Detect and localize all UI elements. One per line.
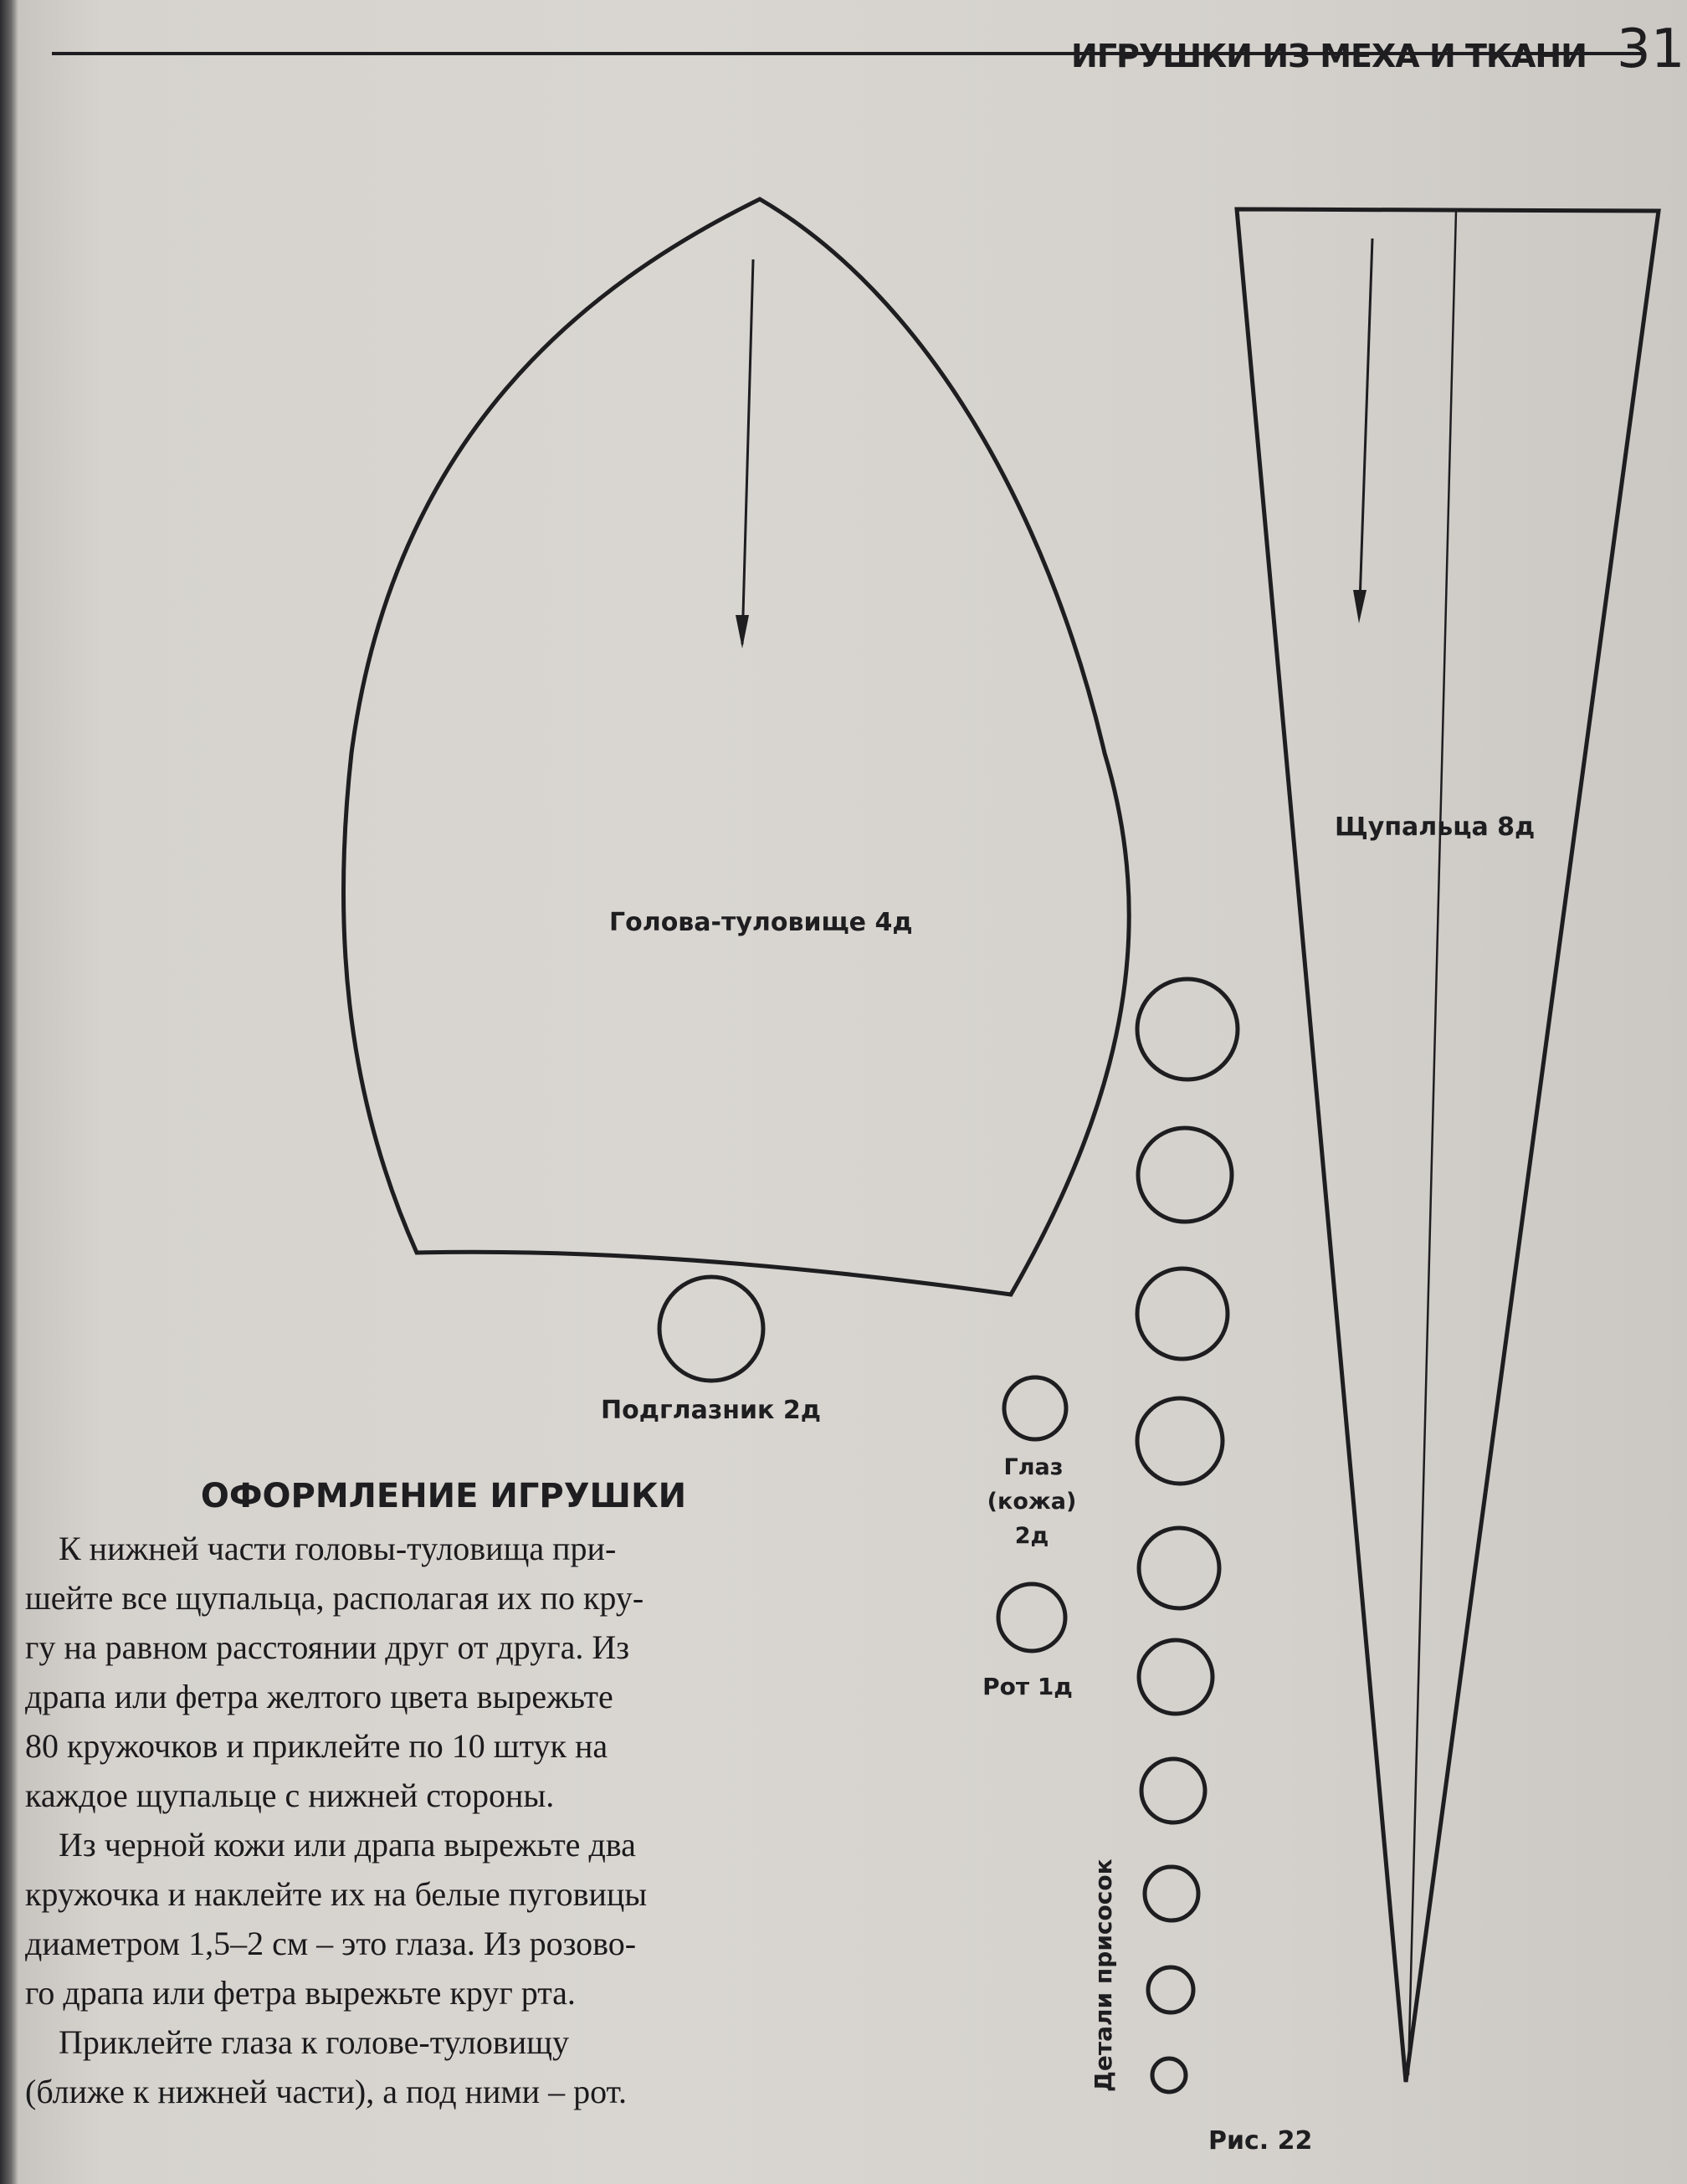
eye-label-line-3: 2д (1014, 1523, 1049, 1549)
sucker-circle (1137, 1269, 1228, 1359)
eye-circle (1004, 1377, 1066, 1439)
eye-label-line-2: (кожа) (987, 1489, 1077, 1515)
sucker-circle (1139, 1640, 1213, 1714)
paragraph-line: К нижней части головы-туловища при- (59, 1530, 617, 1567)
sucker-circle (1138, 1128, 1232, 1222)
paragraph-line: Приклейте глаза к голове-туловищу (59, 2023, 569, 2061)
sucker-circle (1152, 2058, 1186, 2092)
tentacle-piece-outline (1237, 209, 1659, 2082)
head-body-piece-outline (343, 199, 1129, 1295)
paragraph-line: кружочка и наклейте их на белые пуговицы (25, 1875, 648, 1913)
tentacle-label: Щупальца 8д (1335, 813, 1536, 842)
eye-label-line-1: Глаз (1003, 1454, 1064, 1480)
under-eye-circle (659, 1277, 763, 1381)
head-body-label: Голова-туловище 4д (609, 908, 913, 937)
sucker-circle (1141, 1759, 1205, 1823)
under-eye-label: Подглазник 2д (601, 1396, 821, 1425)
section-heading: ОФОРМЛЕНИЕ ИГРУШКИ (200, 1477, 687, 1515)
paragraph-line: шейте все щупальца, располагая их по кру- (25, 1579, 644, 1617)
paragraph-line: гу на равном расстоянии друг от друга. Из (25, 1628, 630, 1666)
tentacle-center-line (1408, 211, 1456, 2075)
sucker-pieces (1137, 979, 1238, 2092)
paragraph-line: Из черной кожи или драпа вырежьте два (59, 1826, 636, 1864)
sucker-circle (1137, 979, 1238, 1079)
suckers-label: Детали присосок (1090, 1858, 1117, 2092)
paragraph-line: драпа или фетра желтого цвета вырежьте (25, 1678, 613, 1715)
sucker-circle (1139, 1528, 1219, 1608)
running-head: ИГРУШКИ ИЗ МЕХА И ТКАНИ (1071, 38, 1587, 74)
head-body-grain-arrow (742, 259, 753, 644)
head-body-arrowhead (736, 615, 749, 649)
paragraph-line: каждое щупальце с нижней стороны. (25, 1776, 555, 1814)
mouth-label: Рот 1д (982, 1673, 1073, 1700)
paragraph-line: диаметром 1,5–2 см – это глаза. Из розово- (25, 1925, 637, 1962)
tentacle-grain-arrow (1360, 238, 1372, 602)
page-number: 31 (1617, 18, 1685, 80)
mouth-circle (998, 1584, 1065, 1651)
instructions-text (25, 1477, 812, 2116)
figure-caption: Рис. 22 (1208, 2126, 1313, 2156)
tentacle-arrowhead (1353, 590, 1367, 623)
sucker-circle (1148, 1967, 1193, 2012)
paragraph-line: го драпа или фетра вырежьте круг рта. (25, 1974, 576, 2012)
sucker-circle (1145, 1867, 1198, 1920)
paragraph-line: 80 кружочков и приклейте по 10 штук на (25, 1727, 608, 1765)
paragraph-line: (ближе к нижней части), а под ними – рот. (25, 2073, 628, 2110)
sucker-circle (1137, 1398, 1223, 1484)
